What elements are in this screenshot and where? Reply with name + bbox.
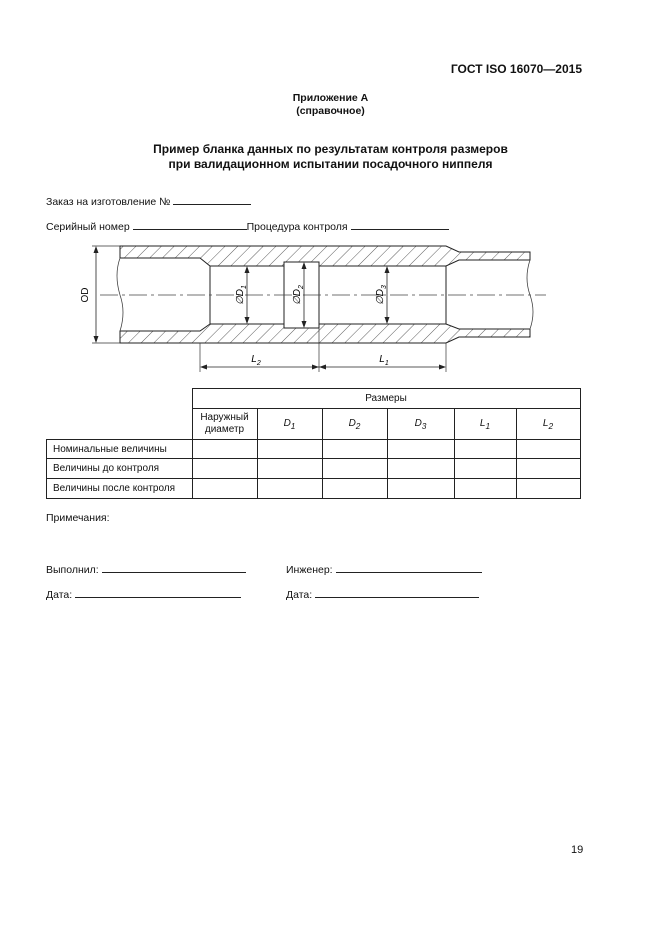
cell[interactable] [192, 459, 257, 479]
cell[interactable] [322, 459, 387, 479]
date-left-label: Дата: [46, 589, 73, 601]
d3-dimension [375, 266, 390, 324]
cell[interactable] [257, 459, 322, 479]
serial-label: Серийный номер [46, 221, 130, 233]
document-title-line-2: при валидационном испытании посадочного ниппеля [168, 157, 493, 171]
cell[interactable] [322, 440, 387, 459]
l2-label: $L_2$ [251, 354, 261, 367]
cell[interactable] [516, 459, 580, 479]
od-label: OD [80, 287, 91, 303]
d3-label: $\emptyset D_3$ [375, 285, 388, 305]
document-title-line-1: Пример бланка данных по результатам контроля размеров [153, 142, 508, 156]
cell[interactable] [192, 440, 257, 459]
cell[interactable] [454, 440, 516, 459]
row-label-nominal: Номинальные величины [47, 440, 193, 459]
cell[interactable] [387, 479, 454, 499]
performed-by-blank[interactable] [102, 561, 246, 573]
nipple-drawing [0, 0, 661, 380]
procedure-label: Процедура контроля [246, 221, 348, 233]
cell[interactable] [454, 459, 516, 479]
appendix-subtitle: (справочное) [296, 105, 365, 117]
d1-dimension [235, 266, 250, 324]
d1-label: $\emptyset D_1$ [235, 285, 248, 305]
standard-code: ГОСТ ISO 16070—2015 [450, 62, 582, 76]
cell[interactable] [387, 440, 454, 459]
cell[interactable] [257, 479, 322, 499]
table-row [47, 440, 581, 459]
performed-by-field [46, 561, 246, 576]
date-right-blank[interactable] [315, 586, 479, 598]
upper-wall-section [120, 246, 530, 266]
cell[interactable] [454, 479, 516, 499]
date-right-field [286, 586, 479, 601]
col-l1: $L_1$ [454, 409, 516, 440]
order-label: Заказ на изготовление № [46, 196, 171, 208]
cell[interactable] [322, 479, 387, 499]
col-outer-diameter-line2: диаметр [204, 424, 245, 435]
table-row [47, 479, 581, 499]
appendix-title: Приложение А [292, 92, 369, 104]
col-l2: $L_2$ [516, 409, 580, 440]
row-label-before: Величины до контроля [47, 459, 193, 479]
date-right-label: Дата: [286, 589, 313, 601]
table-corner-2 [47, 409, 193, 440]
engineer-field [286, 561, 482, 576]
d2-dimension [292, 262, 307, 328]
page-number: 19 [571, 844, 584, 856]
cell[interactable] [192, 479, 257, 499]
performed-by-label: Выполнил: [46, 564, 99, 576]
cell[interactable] [387, 459, 454, 479]
table-corner [47, 389, 193, 409]
sizes-header: Размеры [192, 389, 580, 409]
date-left-blank[interactable] [75, 586, 241, 598]
od-dimension [80, 246, 120, 343]
col-d3: $D_3$ [387, 409, 454, 440]
table-row [47, 459, 581, 479]
date-left-field [46, 586, 241, 601]
break-lines [117, 258, 533, 331]
cell[interactable] [257, 440, 322, 459]
cell[interactable] [516, 479, 580, 499]
l1-label: $L_1$ [379, 354, 389, 367]
col-d1: $D_1$ [257, 409, 322, 440]
row-label-after: Величины после контроля [47, 479, 193, 499]
col-outer-diameter-line1: Наружный [200, 412, 249, 423]
engineer-blank[interactable] [336, 561, 482, 573]
d2-label: $\emptyset D_2$ [292, 285, 305, 305]
engineer-label: Инженер: [286, 564, 333, 576]
col-outer-diameter [192, 409, 257, 440]
lower-wall-section [120, 324, 530, 343]
notes-label: Примечания: [46, 512, 110, 524]
cell[interactable] [516, 440, 580, 459]
measurement-table [46, 388, 581, 499]
col-d2: $D_2$ [322, 409, 387, 440]
